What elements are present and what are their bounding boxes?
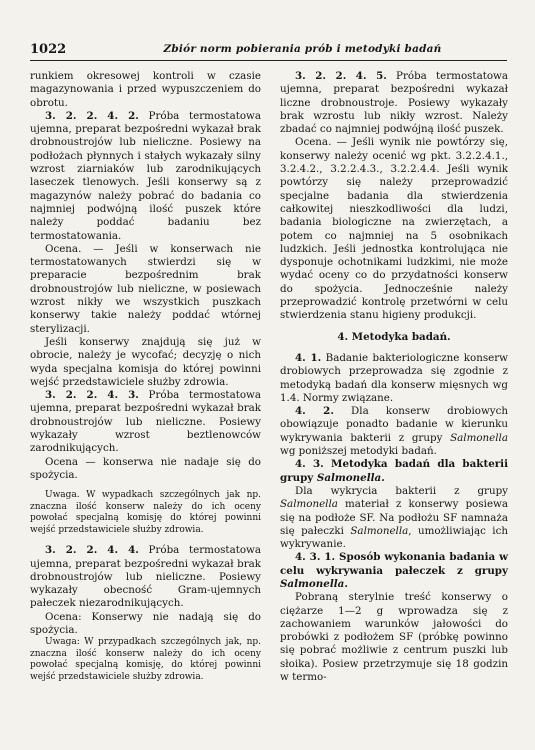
italic-term: Salmonella bbox=[350, 524, 409, 537]
section-number: 4. 1. bbox=[295, 351, 322, 364]
page-number: 1022 bbox=[30, 42, 67, 57]
paragraph-3-2-2-4-5 bbox=[280, 70, 508, 136]
italic-term: Salmonella bbox=[280, 498, 338, 511]
paragraph-4-2 bbox=[280, 405, 508, 458]
running-title: Zbiór norm pobierania prób i metodyki badań bbox=[163, 43, 442, 55]
paragraph-text: Próba termostatowa ujemna, preparat bezpośredni wykazał brak drobnoustrojów lub nieliczne. Posiewy wykazały obecność Gram-ujemnych pałeczek niezarodnikujących. bbox=[30, 544, 261, 610]
paragraph-text: wg poniższej metodyki badań. bbox=[280, 445, 437, 458]
paragraph: Ocena: Konserwy nie nadają się do spożycia. bbox=[30, 610, 261, 636]
section-number: 3. 2. 2. 4. 5. bbox=[295, 70, 387, 82]
paragraph-3-2-2-4-2 bbox=[30, 110, 261, 243]
paragraph-3-2-2-4-4 bbox=[30, 544, 261, 610]
paragraph-text: Dla konserw drobiowych obowiązuje ponadto badanie w kierunku wykrywania bakterii z grupy bbox=[280, 405, 508, 444]
paragraph: Ocena — konserwa nie nadaje się do spożycia. bbox=[30, 455, 261, 481]
paragraph-4-1 bbox=[280, 352, 508, 405]
heading-text: 4. 3. Metodyka badań dla bakterii grupy bbox=[280, 458, 508, 484]
paragraph-text: , umożliwiając ich wykrywanie. bbox=[280, 524, 509, 551]
italic-term: Salmonella bbox=[450, 431, 508, 444]
section-heading: 4. Metodyka badań. bbox=[337, 330, 451, 343]
heading-text: 4. 3. 1. Sposób wykonania badania w celu wykrywania pałeczek z grupy bbox=[280, 551, 508, 577]
italic-term: Salmonella. bbox=[280, 577, 348, 590]
paragraph-text: Dla wykrycia bakterii z grupy bbox=[295, 484, 508, 497]
section-number: 3. 2. 2. 4. 2. bbox=[45, 109, 139, 122]
subsection-heading bbox=[280, 458, 508, 485]
paragraph: Pobraną sterylnie treść konserwy o ciężarze 1—2 g wprowadza się z zachowaniem warunków jałowości do probówki z podłożem SF (próbkę powinno się pobrać możliwie z centrum puszki lub słoika). Posiew przetrzymuje się 18 godzin w termo- bbox=[280, 591, 508, 684]
paragraph-text: Próba termostatowa ujemna, preparat bezpośredni wykazał liczne drobnoustroje. Posiewy wykazały brak wzrostu lub nikły wzrost. Należy zbadać co najmniej podwójną ilość puszek. bbox=[280, 70, 508, 136]
subsection-heading bbox=[280, 551, 508, 591]
right-column bbox=[280, 70, 508, 684]
section-number: 4. 2. bbox=[295, 405, 334, 418]
note: Uwaga. W wypadkach szczególnych jak np. znaczna ilość konserw należy do ich oceny powołać specjalną komisję do której powinni wejść przedstawiciele służby zdrowia. bbox=[30, 490, 261, 535]
paragraph: Jeśli konserwy znajdują się już w obrocie, należy je wycofać; decyzję o nich wyda specjalna komisja do której powinni wejść przedstawiciele służby zdrowia. bbox=[30, 335, 261, 388]
paragraph-text: Próba termostatowa ujemna, preparat bezpośredni wykazał brak drobnoustrojów lub nieliczne. Posiewy na podłożach płynnych i stałych wykazały silny wzrost ziarniaków lub zarodnikujących laseczek tlenowych. Jeśli konserwy są z magazynów należy pobrać do badania co najmniej podwójną ilość puszek które należy poddać badaniu bez termostatowania. bbox=[30, 109, 261, 242]
paragraph: Ocena. — Jeśli wynik nie powtórzy się, konserwy należy ocenić wg pkt. 3.2.2.4.1., 3.2.4.2., 3.2.2.4.3., 3.2.2.4.4. Jeśli wynik powtórzy się należy przeprowadzić specjalne badania dla stwierdzenia całkowitej nieszkodliwości dla ludzi, badania biologiczne na zwierzętach, a potem co najmniej na 5 osobnikach ludzkich. Jeśli jednostka kontrolująca nie dysponuje ochotnikami ludzkimi, nie może wydać oceny co do przydatności konserw do spożycia. Jednocześnie należy przeprowadzić kontrolę przetwórni w celu stwierdzenia stanu higieny produkcji. bbox=[280, 136, 508, 322]
paragraph-text: materiał z konserwy posiewa się na podłoże SF. Na podłożu SF namnaża się pałeczki bbox=[280, 498, 508, 537]
italic-term: Salmonella. bbox=[316, 471, 385, 484]
page-header bbox=[30, 40, 507, 61]
paragraph-text: Badanie bakteriologiczne konserw drobiowych przeprowadza się zgodnie z metodyką badań dla konserw mięsnych wg 1.4. Normy związane. bbox=[280, 351, 508, 404]
paragraph: runkiem okresowej kontroli w czasie magazynowania i przed wypuszczeniem do obrotu. bbox=[30, 70, 261, 109]
section-number: 3. 2. 2. 4. 4. bbox=[45, 544, 139, 557]
note: Uwaga: W przypadkach szczególnych jak, np. znaczna ilość konserw należy do ich oceny powołać specjalną komisję, do której powinni wejść przedstawiciele służby zdrowia. bbox=[30, 637, 261, 682]
paragraph bbox=[280, 485, 508, 551]
left-column bbox=[30, 70, 261, 683]
section-number: 3. 2. 2. 4. 3. bbox=[45, 389, 139, 402]
paragraph-3-2-2-4-3 bbox=[30, 389, 261, 455]
paragraph: Ocena. — Jeśli w konserwach nie termostatowanych stwierdzi się w preparacie bezpośrednim brak drobnoustrojów lub nieliczne, w posiewach wzrost nikły we wszystkich puszkach konserwy takie należy poddać wtórnej sterylizacji. bbox=[30, 242, 261, 335]
paragraph-text: Próba termostatowa ujemna, preparat bezpośredni wykazał brak drobnoustrojów lub nieliczne. Posiewy wykazały wzrost beztlenowców zarodnikujących. bbox=[30, 389, 261, 455]
